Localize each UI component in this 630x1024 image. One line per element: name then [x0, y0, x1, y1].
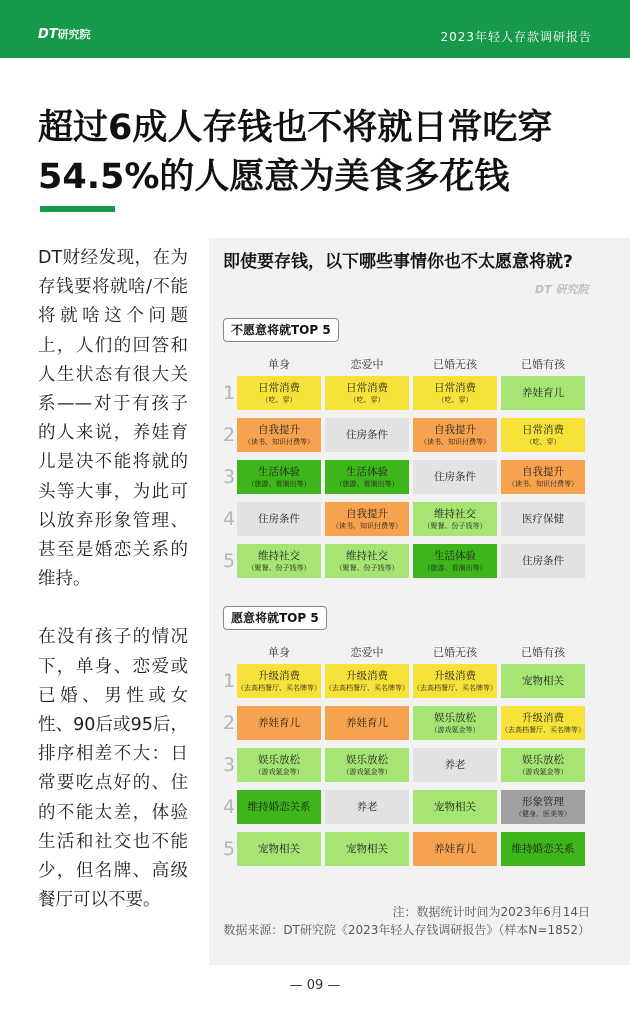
cell-label: 宠物相关	[258, 842, 300, 855]
rank-number: 2	[222, 424, 236, 446]
cell-label: 生活体验	[434, 549, 476, 562]
body-text	[38, 244, 188, 944]
cell-sublabel: （健身、医美等）	[515, 809, 571, 818]
cell-label: 日常消费	[522, 423, 564, 436]
ranking-cell	[325, 748, 409, 782]
cell-sublabel: （读书、知识付费等）	[420, 437, 490, 446]
column-header: 已婚无孩	[433, 358, 477, 371]
column-header: 单身	[268, 358, 290, 371]
ranking-cell	[501, 706, 585, 740]
ranking-cell	[237, 706, 321, 740]
rank-number: 4	[222, 796, 236, 818]
cell-sublabel: （旅游、看演出等）	[335, 479, 399, 488]
ranking-cell	[501, 418, 585, 452]
cell-label: 住房条件	[258, 512, 300, 525]
headline-line-1: 超过6成人存钱也不将就日常吃穿	[38, 108, 553, 148]
cell-label: 日常消费	[258, 381, 300, 394]
cell-label: 养娃育儿	[346, 716, 388, 729]
cell-label: 住房条件	[434, 470, 476, 483]
cell-label: 升级消费	[346, 669, 388, 682]
ranking-cell	[237, 418, 321, 452]
cell-label: 娱乐放松	[434, 711, 476, 724]
cell-sublabel: （聚餐、份子钱等）	[247, 563, 311, 572]
cell-label: 维持婚恋关系	[247, 800, 311, 813]
ranking-cell	[501, 748, 585, 782]
cell-label: 自我提升	[522, 465, 564, 478]
page-headline	[38, 104, 618, 202]
ranking-cell	[413, 706, 497, 740]
logo-cn: 研究院	[57, 28, 91, 41]
cell-label: 自我提升	[258, 423, 300, 436]
cell-sublabel: （去高档餐厅、买名牌等）	[501, 725, 585, 734]
cell-label: 娱乐放松	[346, 753, 388, 766]
cell-label: 维持社交	[258, 549, 300, 562]
headline-line-2: 54.5%的人愿意为美食多花钱	[38, 157, 510, 197]
cell-label: 升级消费	[258, 669, 300, 682]
cell-label: 养娃育儿	[258, 716, 300, 729]
column-header: 单身	[268, 646, 290, 659]
cell-label: 宠物相关	[346, 842, 388, 855]
cell-sublabel: （旅游、看演出等）	[423, 563, 487, 572]
rank-number: 5	[222, 838, 236, 860]
accent-rule	[40, 206, 115, 212]
column-header: 已婚有孩	[521, 646, 565, 659]
cell-sublabel: （聚餐、份子钱等）	[423, 521, 487, 530]
cell-label: 日常消费	[434, 381, 476, 394]
ranking-cell	[413, 748, 497, 782]
rank-number: 1	[222, 670, 236, 692]
ranking-cell	[413, 664, 497, 698]
ranking-cell	[325, 706, 409, 740]
rank-number: 2	[222, 712, 236, 734]
column-header: 已婚无孩	[433, 646, 477, 659]
section-label-2: 愿意将就TOP 5	[223, 606, 327, 630]
cell-label: 自我提升	[346, 507, 388, 520]
cell-label: 医疗保健	[522, 512, 564, 525]
cell-label: 形象管理	[522, 795, 564, 808]
body-paragraph-2: 在没有孩子的情况下，单身、恋爱或已婚、男性或女性、90后或95后，排序相差不大：日常要吃点好的、住的不能太差，体验生活和社交也不能少，但名牌、高级餐厅可以不要。	[38, 627, 188, 911]
cell-label: 宠物相关	[434, 800, 476, 813]
cell-label: 宠物相关	[522, 674, 564, 687]
cell-sublabel: （读书、知识付费等）	[244, 437, 314, 446]
cell-label: 自我提升	[434, 423, 476, 436]
top-banner	[0, 0, 630, 58]
cell-sublabel: （游戏氪金等）	[430, 725, 480, 734]
ranking-cell	[501, 460, 585, 494]
cell-sublabel: （去高档餐厅、买名牌等）	[237, 683, 321, 692]
ranking-cell	[237, 748, 321, 782]
cell-sublabel: （游戏氪金等）	[518, 767, 568, 776]
figure-watermark: DT 研究院	[535, 283, 589, 296]
ranking-cell	[325, 376, 409, 410]
cell-sublabel: （游戏氪金等）	[254, 767, 304, 776]
ranking-cell	[501, 832, 585, 866]
section-label-1: 不愿意将就TOP 5	[223, 318, 339, 342]
ranking-cell	[413, 502, 497, 536]
figure-title: 即使要存钱，以下哪些事情你也不太愿意将就?	[223, 252, 573, 272]
ranking-cell	[237, 664, 321, 698]
ranking-cell	[325, 790, 409, 824]
cell-sublabel: （吃、穿）	[437, 395, 473, 404]
cell-label: 维持婚恋关系	[511, 842, 575, 855]
column-header: 恋爱中	[350, 358, 384, 371]
cell-label: 生活体验	[346, 465, 388, 478]
cell-label: 维持社交	[346, 549, 388, 562]
ranking-cell	[325, 832, 409, 866]
cell-label: 养老	[444, 758, 466, 771]
ranking-cell	[237, 376, 321, 410]
page-number: — 09 —	[289, 978, 341, 993]
figure-note: 注：数据统计时间为2023年6月14日	[392, 905, 590, 919]
cell-label: 维持社交	[434, 507, 476, 520]
ranking-cell	[237, 832, 321, 866]
cell-sublabel: （读书、知识付费等）	[508, 479, 578, 488]
cell-sublabel: （旅游、看演出等）	[247, 479, 311, 488]
logo-en: DT	[38, 27, 58, 42]
cell-label: 住房条件	[346, 428, 388, 441]
ranking-cell	[237, 502, 321, 536]
ranking-cell	[413, 790, 497, 824]
cell-sublabel: （读书、知识付费等）	[332, 521, 402, 530]
ranking-cell	[237, 460, 321, 494]
ranking-cell	[325, 502, 409, 536]
column-header: 恋爱中	[350, 646, 384, 659]
ranking-cell	[325, 544, 409, 578]
cell-label: 娱乐放松	[522, 753, 564, 766]
ranking-cell	[325, 418, 409, 452]
cell-label: 升级消费	[522, 711, 564, 724]
rank-number: 3	[222, 754, 236, 776]
cell-sublabel: （游戏氪金等）	[342, 767, 392, 776]
dt-logo	[38, 26, 91, 42]
cell-label: 升级消费	[434, 669, 476, 682]
ranking-cell	[413, 418, 497, 452]
report-title: 2023年轻人存款调研报告	[440, 30, 592, 44]
rank-number: 4	[222, 508, 236, 530]
cell-sublabel: （吃、穿）	[525, 437, 561, 446]
body-paragraph-1: DT财经发现，在为存钱要将就啥/不能将就啥这个问题上，人们的回答和人生状态有很大关系——对于有孩子的人来说，养娃育儿是决不能将就的头等大事，为此可以放弃形象管理、甚至是婚恋关系的维持。	[38, 248, 188, 590]
ranking-cell	[501, 376, 585, 410]
ranking-cell	[501, 544, 585, 578]
cell-sublabel: （吃、穿）	[261, 395, 297, 404]
cell-label: 娱乐放松	[258, 753, 300, 766]
cell-sublabel: （去高档餐厅、买名牌等）	[325, 683, 409, 692]
ranking-cell	[325, 460, 409, 494]
ranking-cell	[413, 376, 497, 410]
rank-number: 5	[222, 550, 236, 572]
column-header: 已婚有孩	[521, 358, 565, 371]
cell-label: 养老	[356, 800, 378, 813]
ranking-cell	[413, 460, 497, 494]
ranking-cell	[413, 544, 497, 578]
cell-label: 养娃育儿	[522, 386, 564, 399]
figure-source: 数据来源：DT研究院《2023年轻人存钱调研报告》（样本N=1852）	[223, 923, 590, 937]
cell-label: 养娃育儿	[434, 842, 476, 855]
cell-label: 住房条件	[522, 554, 564, 567]
ranking-cell	[501, 790, 585, 824]
rank-number: 1	[222, 382, 236, 404]
rank-number: 3	[222, 466, 236, 488]
ranking-cell	[501, 664, 585, 698]
cell-sublabel: （吃、穿）	[349, 395, 385, 404]
ranking-cell	[413, 832, 497, 866]
ranking-cell	[237, 544, 321, 578]
cell-sublabel: （去高档餐厅、买名牌等）	[413, 683, 497, 692]
cell-label: 日常消费	[346, 381, 388, 394]
ranking-cell	[237, 790, 321, 824]
ranking-cell	[325, 664, 409, 698]
ranking-cell	[501, 502, 585, 536]
cell-sublabel: （聚餐、份子钱等）	[335, 563, 399, 572]
cell-label: 生活体验	[258, 465, 300, 478]
figure-panel	[209, 238, 630, 965]
